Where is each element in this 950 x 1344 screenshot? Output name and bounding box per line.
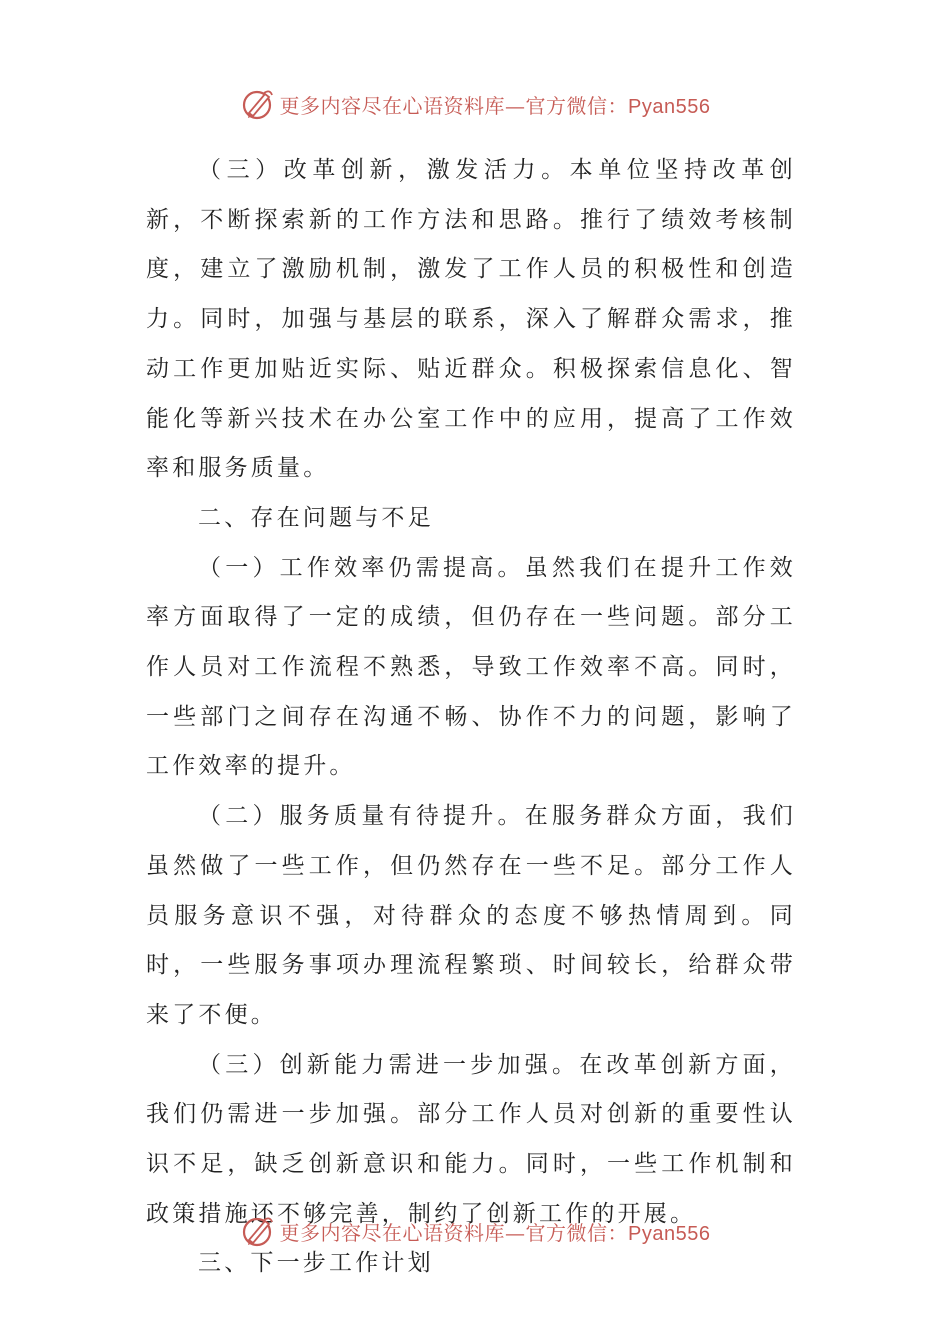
watermark-text: 更多内容尽在心语资料库—官方微信：Pyan556	[279, 1220, 711, 1245]
section-heading-problems: 二、存在问题与不足	[198, 504, 434, 531]
watermark-header	[0, 84, 950, 124]
section-heading-next-steps: 三、下一步工作计划	[198, 1250, 434, 1277]
paragraph-service-quality: （二）服务质量有待提升。在服务群众方面，我们虽然做了一些工作，但仍然存在一些不足。部分工作人员服务意识不强，对待群众的态度不够热情周到。同时，一些服务事项办理流程繁琐、时间较长，给群众带来了不便。	[146, 803, 796, 1028]
watermark-footer	[0, 1211, 950, 1251]
paragraph-innovation-ability: （三）创新能力需进一步加强。在改革创新方面，我们仍需进一步加强。部分工作人员对创新的重要性认识不足，缺乏创新意识和能力。同时，一些工作机制和政策措施还不够完善，制约了创新工作的开展。	[146, 1051, 796, 1227]
document-body	[146, 146, 796, 1289]
pen-logo-icon	[240, 1213, 276, 1249]
watermark-text: 更多内容尽在心语资料库—官方微信：Pyan556	[279, 93, 711, 118]
paragraph-efficiency: （一）工作效率仍需提高。虽然我们在提升工作效率方面取得了一定的成绩，但仍存在一些问题。部分工作人员对工作流程不熟悉，导致工作效率不高。同时，一些部门之间存在沟通不畅、协作不力的问题，影响了工作效率的提升。	[146, 554, 796, 780]
pen-logo-icon	[240, 86, 276, 122]
paragraph-reform-innovation: （三）改革创新，激发活力。本单位坚持改革创新，不断探索新的工作方法和思路。推行了绩效考核制度，建立了激励机制，激发了工作人员的积极性和创造力。同时，加强与基层的联系，深入了解群众需求，推动工作更加贴近实际、贴近群众。积极探索信息化、智能化等新兴技术在办公室工作中的应用，提高了工作效率和服务质量。	[146, 157, 796, 482]
